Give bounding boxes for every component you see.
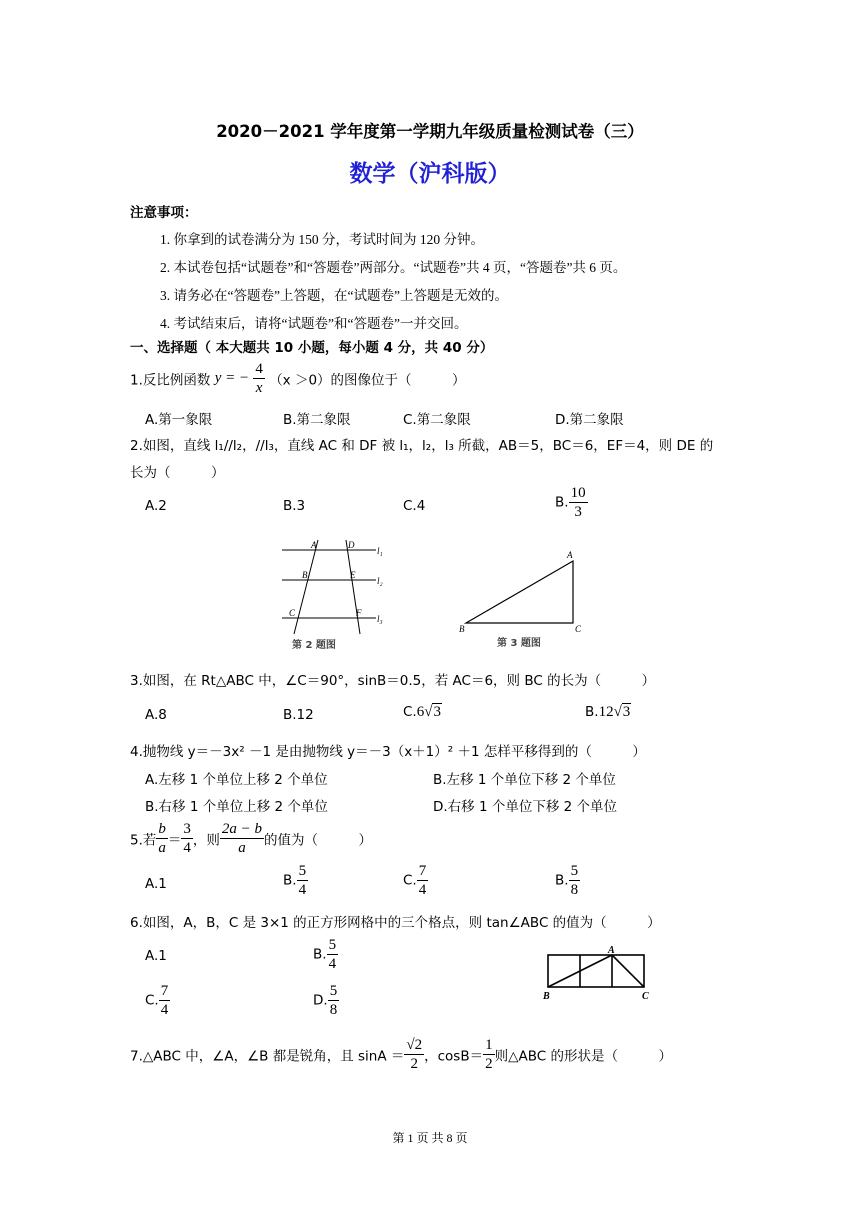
- q3-optC-value: 6√3: [416, 704, 441, 720]
- option: B.左移 1 个单位下移 2 个单位: [433, 772, 616, 788]
- q3-optC-coef: 6: [416, 704, 425, 720]
- q5-optD-fraction: [569, 862, 581, 899]
- fig2-caption: 第 2 题图: [292, 640, 336, 651]
- q7-suffix: 则△ABC 的形状是（ ）: [494, 1048, 672, 1065]
- q5-optD-den: 8: [570, 882, 579, 898]
- fig2-label-l3: l₃: [377, 614, 383, 624]
- q6-optB-fraction: [327, 936, 339, 973]
- q5-suffix: 的值为（ ）: [264, 832, 373, 849]
- option: D.第二象限: [555, 412, 624, 428]
- q5-rhs-num: 3: [183, 821, 191, 837]
- figure-2: [278, 538, 390, 656]
- q6-optC-fraction: [159, 982, 171, 1019]
- option: [555, 484, 588, 521]
- q6-optC-den: 4: [160, 1002, 169, 1018]
- fig2-label-D: D: [348, 540, 355, 550]
- q1-fraction: [253, 360, 265, 397]
- fig3-label-B: B: [459, 624, 465, 634]
- q5-mid: ，则: [192, 832, 220, 849]
- q3-optD-prefix: B.: [585, 704, 599, 720]
- q2-optD-num: 10: [570, 485, 586, 501]
- fig2-label-C: C: [289, 608, 296, 618]
- q5-optD-prefix: B.: [555, 872, 569, 889]
- exam-title: 2020－2021 学年度第一学期九年级质量检测试卷（三）: [216, 122, 644, 141]
- option: B.3: [283, 498, 306, 514]
- q1-den: x: [253, 378, 265, 397]
- note-item: 1. 你拿到的试卷满分为 150 分，考试时间为 120 分钟。: [160, 232, 484, 247]
- q7-sinA-den: 2: [404, 1054, 424, 1073]
- option: [313, 936, 338, 973]
- q1-suffix: （x ＞0）的图像位于（ ）: [269, 372, 466, 389]
- q6-optD-den: 8: [329, 1002, 338, 1018]
- q5-optC-prefix: C.: [403, 872, 417, 889]
- option: A.2: [145, 498, 167, 514]
- q5-optB-den: 4: [298, 882, 307, 898]
- fig6-label-C: C: [642, 991, 649, 1002]
- notes-heading: 注意事项：: [130, 205, 198, 221]
- fig2-label-l1: l₁: [377, 546, 383, 556]
- option: [145, 982, 170, 1019]
- question-5: [130, 820, 372, 857]
- q7-cosB-den: 2: [485, 1056, 493, 1072]
- option: A.第一象限: [145, 412, 213, 428]
- q5-eq: ＝: [167, 832, 182, 849]
- q5-prefix: 5.若: [130, 832, 157, 849]
- q6-optC-prefix: C.: [145, 992, 159, 1009]
- option: A.1: [145, 876, 167, 892]
- q3-optC-prefix: C.: [403, 704, 417, 720]
- q1-num: 4: [255, 361, 263, 377]
- q5-expr-den: a: [220, 838, 264, 857]
- fig2-label-E: E: [350, 570, 356, 580]
- q5-optB-num: 5: [298, 863, 307, 879]
- q5-optB-fraction: [297, 862, 309, 899]
- q3-optC-rad: 3: [433, 704, 441, 720]
- q6-optB-num: 5: [328, 937, 337, 953]
- option: A.1: [145, 948, 167, 964]
- option: [403, 862, 428, 899]
- note-item: 4. 考试结束后，请将“试题卷”和“答题卷”一并交回。: [160, 316, 468, 331]
- q5-optD-num: 5: [570, 863, 579, 879]
- q6-optB-den: 4: [328, 956, 337, 972]
- q5-lhs-num: b: [158, 821, 166, 837]
- question-2-line2: 长为（ ）: [130, 465, 225, 481]
- q5-rhs-fraction: [181, 820, 193, 857]
- q5-optC-den: 4: [418, 882, 427, 898]
- option: B.右移 1 个单位上移 2 个单位: [145, 799, 328, 815]
- fig3-label-A: A: [567, 550, 573, 560]
- option: C.4: [403, 498, 426, 514]
- option: B.第二象限: [283, 412, 351, 428]
- q7-mid: ，cosB＝: [424, 1048, 484, 1065]
- q6-optD-prefix: D.: [313, 992, 328, 1009]
- figure-3: [455, 548, 595, 652]
- q5-expr-num: 2a − b: [221, 821, 263, 837]
- page-footer: 第 1 页 共 8 页: [392, 1131, 468, 1145]
- q3-optD-value: 12√3: [598, 704, 631, 720]
- q3-optD-rad: 3: [622, 704, 631, 720]
- option: D.右移 1 个单位下移 2 个单位: [433, 799, 618, 815]
- section-heading: 一、选择题（ 本大题共 10 小题，每小题 4 分，共 40 分）: [130, 340, 494, 356]
- q5-lhs-fraction: [156, 820, 168, 857]
- q1-prefix: 1.反比例函数: [130, 372, 211, 389]
- option: [283, 862, 308, 899]
- option: C.第二象限: [403, 412, 471, 428]
- fig3-caption: 第 3 题图: [497, 638, 541, 649]
- option: [403, 704, 442, 721]
- q6-optD-num: 5: [329, 983, 338, 999]
- note-item: 3. 请务必在“答题卷”上答题，在“试题卷”上答题是无效的。: [160, 288, 508, 303]
- q5-optC-num: 7: [418, 863, 427, 879]
- option: [313, 982, 339, 1019]
- question-1: [130, 360, 466, 397]
- question-4: 4.抛物线 y＝－3x² －1 是由抛物线 y＝－3（x＋1）² ＋1 怎样平移得到的（ ）: [130, 744, 646, 760]
- option: [555, 862, 580, 899]
- question-6: 6.如图，A，B，C 是 3×1 的正方形网格中的三个格点，则 tan∠ABC 的值为（ ）: [130, 915, 661, 931]
- subject-title: 数学（沪科版）: [349, 161, 511, 187]
- q7-cosB-num: 1: [485, 1037, 493, 1053]
- fig6-label-B: B: [543, 991, 550, 1002]
- fig2-label-B: B: [302, 570, 308, 580]
- q5-expr-fraction: [220, 820, 264, 857]
- q6-optB-prefix: B.: [313, 946, 327, 963]
- note-item: 2. 本试卷包括“试题卷”和“答题卷”两部分。“试题卷”共 4 页，“答题卷”共 6 页。: [160, 260, 627, 275]
- q3-optD-coef: 12: [598, 704, 614, 720]
- q7-sinA-fraction: [404, 1036, 424, 1073]
- option: [585, 704, 631, 721]
- figure-6: [538, 944, 658, 1006]
- q5-optC-fraction: [417, 862, 429, 899]
- question-3: 3.如图，在 Rt△ABC 中，∠C＝90°，sinB＝0.5，若 AC＝6，则 BC 的长为（ ）: [130, 673, 656, 689]
- fig6-label-A: A: [608, 945, 615, 956]
- q2-optD-den: 3: [569, 502, 588, 521]
- q5-lhs-den: a: [158, 840, 166, 856]
- fig2-label-A: A: [311, 540, 317, 550]
- question-2-line1: 2.如图，直线 l₁//l₂，//l₃，直线 AC 和 DF 被 l₁，l₂，l₃ 所截，AB＝5，BC＝6，EF＝4，则 DE 的: [130, 438, 714, 454]
- option: A.8: [145, 707, 167, 723]
- q7-sinA-num: √2: [406, 1037, 423, 1053]
- q2-optD-fraction: [569, 484, 588, 521]
- q6-optC-num: 7: [160, 983, 169, 999]
- q6-optD-fraction: [328, 982, 340, 1019]
- fig2-label-l2: l₂: [377, 576, 383, 586]
- question-7: [130, 1036, 672, 1073]
- q5-optB-prefix: B.: [283, 872, 297, 889]
- q2-optD-prefix: B.: [555, 494, 569, 511]
- option: A.左移 1 个单位上移 2 个单位: [145, 772, 328, 788]
- fig3-label-C: C: [575, 624, 582, 634]
- q7-prefix: 7.△ABC 中，∠A，∠B 都是锐角，且 sinA ＝: [130, 1048, 405, 1065]
- q7-cosB-fraction: [483, 1036, 495, 1073]
- fig2-label-F: F: [356, 608, 362, 618]
- option: B.12: [283, 707, 314, 723]
- q1-func-lhs: y = −: [214, 370, 250, 386]
- q5-rhs-den: 4: [183, 840, 191, 856]
